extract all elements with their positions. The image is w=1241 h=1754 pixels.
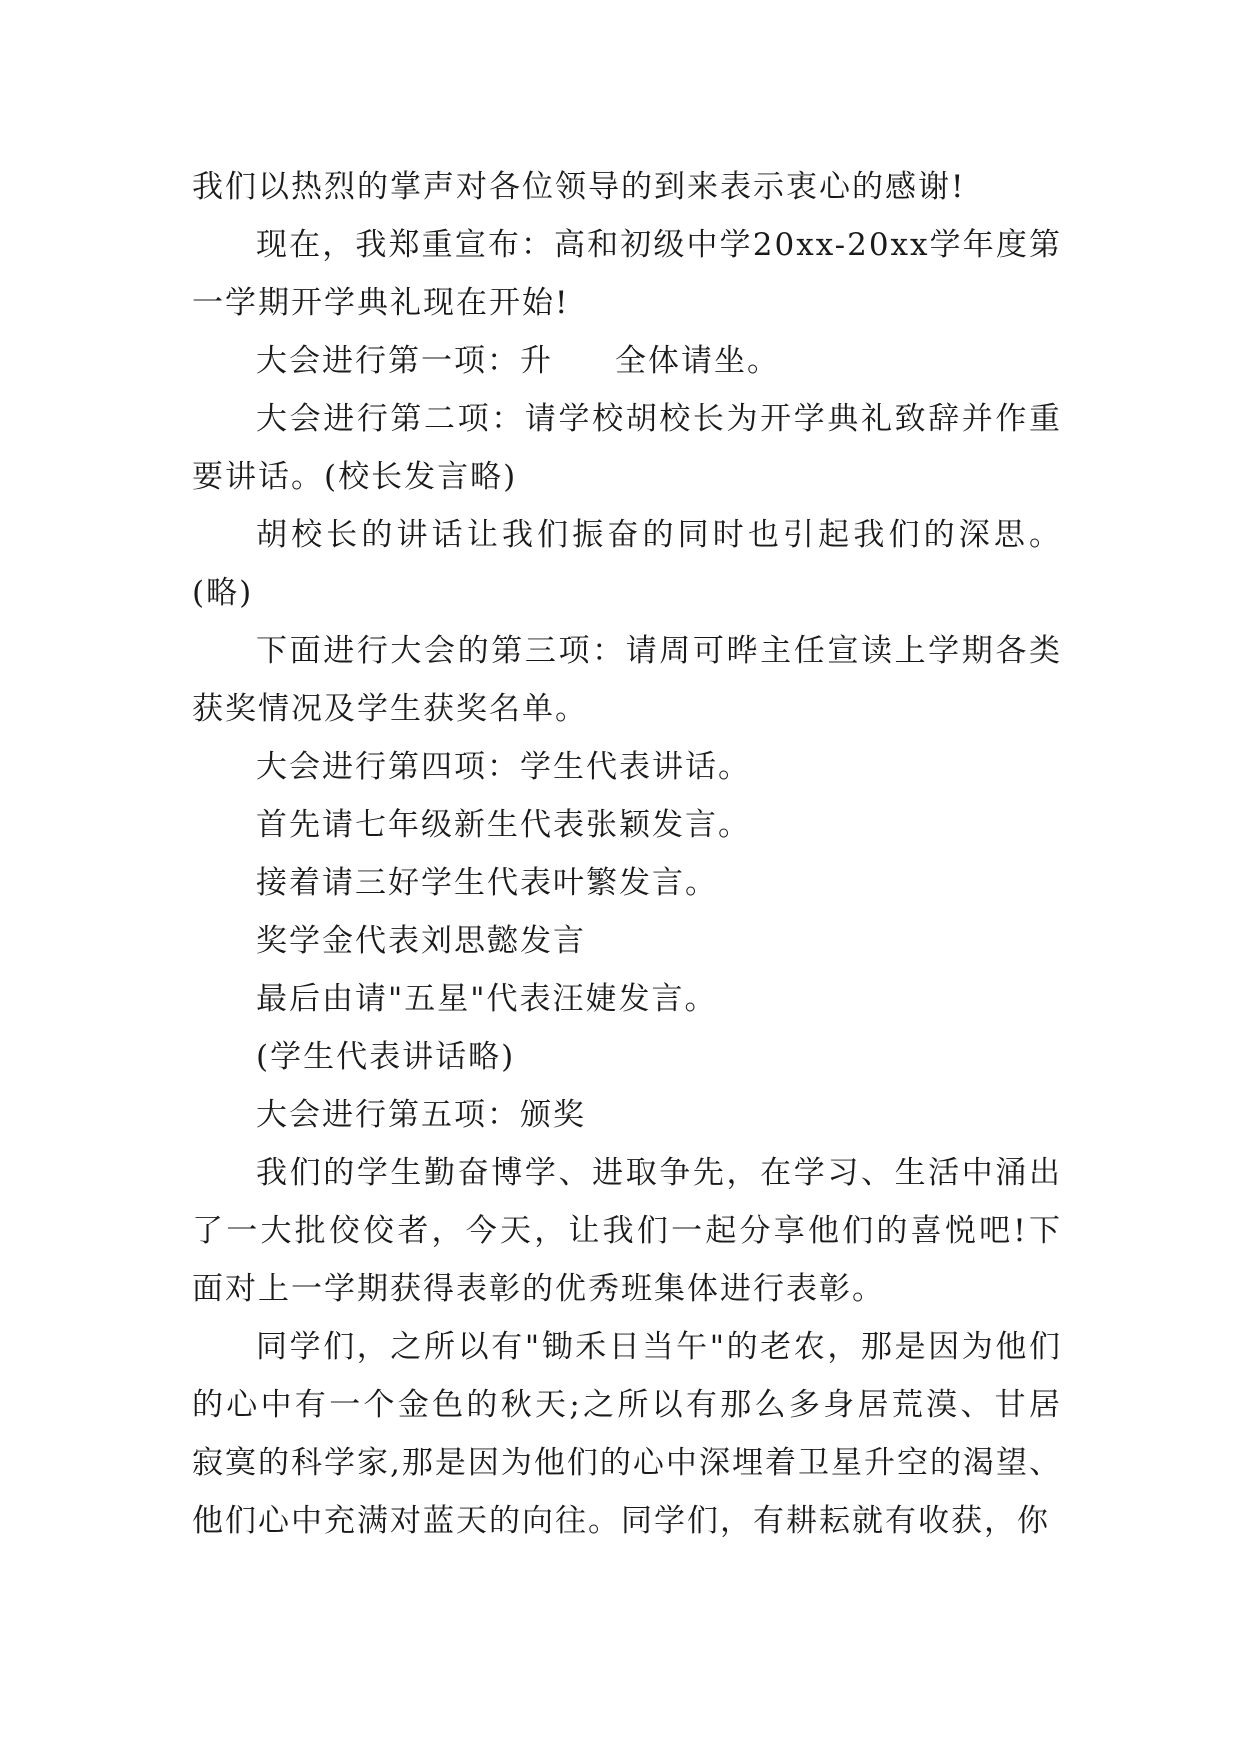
paragraph-item-five: 大会进行第五项：颁奖 bbox=[256, 1097, 586, 1133]
paragraph-item-two: 大会进行第二项：请学校胡校长为开学典礼致辞并作重要讲话。(校长发言略) bbox=[192, 401, 1062, 495]
paragraph-awards-intro: 我们的学生勤奋博学、进取争先，在学习、生活中涌出了一大批佼佼者，今天，让我们一起分享他们的喜悦吧!下面对上一学期获得表彰的优秀班集体进行表彰。 bbox=[192, 1155, 1062, 1307]
paragraph-speeches-omitted: (学生代表讲话略) bbox=[256, 1039, 516, 1075]
paragraph-item-three: 下面进行大会的第三项：请周可晔主任宣读上学期各类获奖情况及学生获奖名单。 bbox=[192, 633, 1062, 727]
paragraph-five-star-speaker: 最后由请"五星"代表汪婕发言。 bbox=[256, 981, 718, 1017]
item-one-flag-raising: 大会进行第一项：升 bbox=[256, 343, 553, 379]
paragraph-merit-student-speaker: 接着请三好学生代表叶繁发言。 bbox=[256, 865, 718, 901]
paragraph-scholarship-speaker: 奖学金代表刘思懿发言 bbox=[256, 923, 586, 959]
paragraph-item-one bbox=[192, 332, 1062, 390]
paragraph-freshman-speaker: 首先请七年级新生代表张颖发言。 bbox=[256, 807, 751, 843]
paragraph-thanks: 我们以热烈的掌声对各位领导的到来表示衷心的感谢! bbox=[192, 169, 966, 205]
paragraph-principal-speech-reflection: 胡校长的讲话让我们振奋的同时也引起我们的深思。(略) bbox=[192, 517, 1062, 611]
document-body bbox=[192, 158, 1062, 1550]
paragraph-encouragement: 同学们，之所以有"锄禾日当午"的老农，那是因为他们的心中有一个金色的秋天;之所以有那么多身居荒漠、甘居寂寞的科学家,那是因为他们的心中深埋着卫星升空的渴望、他们心中充满对蓝天的向往。同学们，有耕耘就有收获，你 bbox=[192, 1329, 1062, 1539]
paragraph-item-four: 大会进行第四项：学生代表讲话。 bbox=[256, 749, 751, 785]
paragraph-opening-announcement: 现在，我郑重宣布：高和初级中学20xx-20xx学年度第一学期开学典礼现在开始! bbox=[192, 227, 1062, 321]
item-one-please-sit: 全体请坐。 bbox=[615, 343, 780, 379]
